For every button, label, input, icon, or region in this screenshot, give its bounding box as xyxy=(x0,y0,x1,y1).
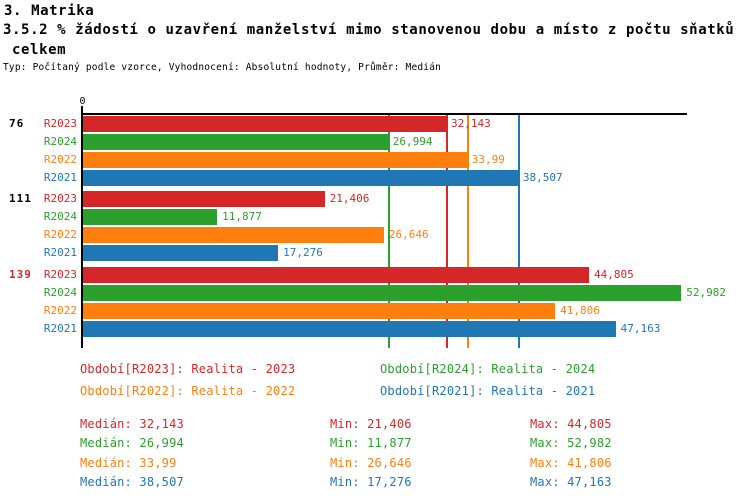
bar-r2024 xyxy=(83,209,217,225)
bar-value-label: 32,143 xyxy=(451,117,491,130)
bar-r2021 xyxy=(83,321,616,337)
bar-value-label: 26,994 xyxy=(392,135,433,148)
stat-median-r2021: Medián: 38,507 xyxy=(80,475,184,489)
bar-row-label-r2022: R2022 xyxy=(43,228,77,241)
bar-row-label-r2024: R2024 xyxy=(43,286,77,299)
bar-value-label: 26,646 xyxy=(388,228,429,241)
bar-value-label: 38,507 xyxy=(522,171,563,184)
stat-min-r2023: Min: 21,406 xyxy=(330,417,412,431)
stat-max-r2021: Max: 47,163 xyxy=(530,475,612,489)
bar-row-label-r2022: R2022 xyxy=(43,153,77,166)
stat-max-r2024: Max: 52,982 xyxy=(530,436,612,450)
bar-value-label: 33,99 xyxy=(471,153,505,166)
report-subtitle-line1: 3.5.2 % žádostí o uzavření manželství mimo stanovenou dobu a místo z počtu sňatků xyxy=(3,22,735,38)
bar-r2021 xyxy=(83,245,278,261)
stat-min-r2021: Min: 17,276 xyxy=(330,475,412,489)
report-meta: Typ: Počítaný podle vzorce, Vyhodnocení: Absolutní hodnoty, Průměr: Medián xyxy=(3,62,442,73)
zero-tick-label: 0 xyxy=(79,96,86,107)
bar-row-label-r2024: R2024 xyxy=(43,210,77,223)
bar-r2023 xyxy=(83,191,325,207)
report-subtitle-line2: celkem xyxy=(12,42,67,58)
bar-value-label: 52,982 xyxy=(686,286,727,299)
bar-row-label-r2022: R2022 xyxy=(43,304,77,317)
stat-min-r2022: Min: 26,646 xyxy=(330,456,412,470)
bar-r2024 xyxy=(83,285,681,301)
zero-tick-mark xyxy=(81,106,83,113)
bar-r2022 xyxy=(83,152,467,168)
legend-item-r2023: Období[R2023]: Realita - 2023 xyxy=(80,362,296,376)
legend-item-r2024: Období[R2024]: Realita - 2024 xyxy=(380,362,596,376)
bar-value-label: 21,406 xyxy=(329,192,370,205)
legend-item-r2022: Období[R2022]: Realita - 2022 xyxy=(80,384,296,398)
report-section-title: 3. Matrika xyxy=(4,3,95,19)
bar-value-label: 17,276 xyxy=(283,246,323,259)
bar-value-label: 41,806 xyxy=(560,304,600,317)
stat-median-r2022: Medián: 33,99 xyxy=(80,456,177,470)
bar-row-label-r2021: R2021 xyxy=(43,246,77,259)
bar-value-label: 47,163 xyxy=(620,322,661,335)
group-label: 139 xyxy=(9,268,32,281)
bar-row-label-r2021: R2021 xyxy=(43,322,77,335)
stat-median-r2023: Medián: 32,143 xyxy=(80,417,184,431)
bar-row-label-r2024: R2024 xyxy=(43,135,77,148)
bar-r2021 xyxy=(83,170,518,186)
bar-r2022 xyxy=(83,303,555,319)
stat-min-r2024: Min: 11,877 xyxy=(330,436,412,450)
bar-row-label-r2023: R2023 xyxy=(43,268,77,281)
bar-r2022 xyxy=(83,227,384,243)
bar-row-label-r2023: R2023 xyxy=(43,192,77,205)
x-axis-line xyxy=(81,113,687,115)
bar-value-label: 44,805 xyxy=(594,268,634,281)
group-label: 76 xyxy=(9,117,25,130)
bar-r2023 xyxy=(83,116,446,132)
group-label: 111 xyxy=(9,192,32,205)
stat-max-r2023: Max: 44,805 xyxy=(530,417,612,431)
bar-r2023 xyxy=(83,267,589,283)
bar-value-label: 11,877 xyxy=(222,210,262,223)
legend-item-r2021: Období[R2021]: Realita - 2021 xyxy=(380,384,596,398)
bar-r2024 xyxy=(83,134,388,150)
stat-max-r2022: Max: 41,806 xyxy=(530,456,612,470)
bar-row-label-r2021: R2021 xyxy=(43,171,77,184)
stat-median-r2024: Medián: 26,994 xyxy=(80,436,184,450)
bar-row-label-r2023: R2023 xyxy=(43,117,77,130)
